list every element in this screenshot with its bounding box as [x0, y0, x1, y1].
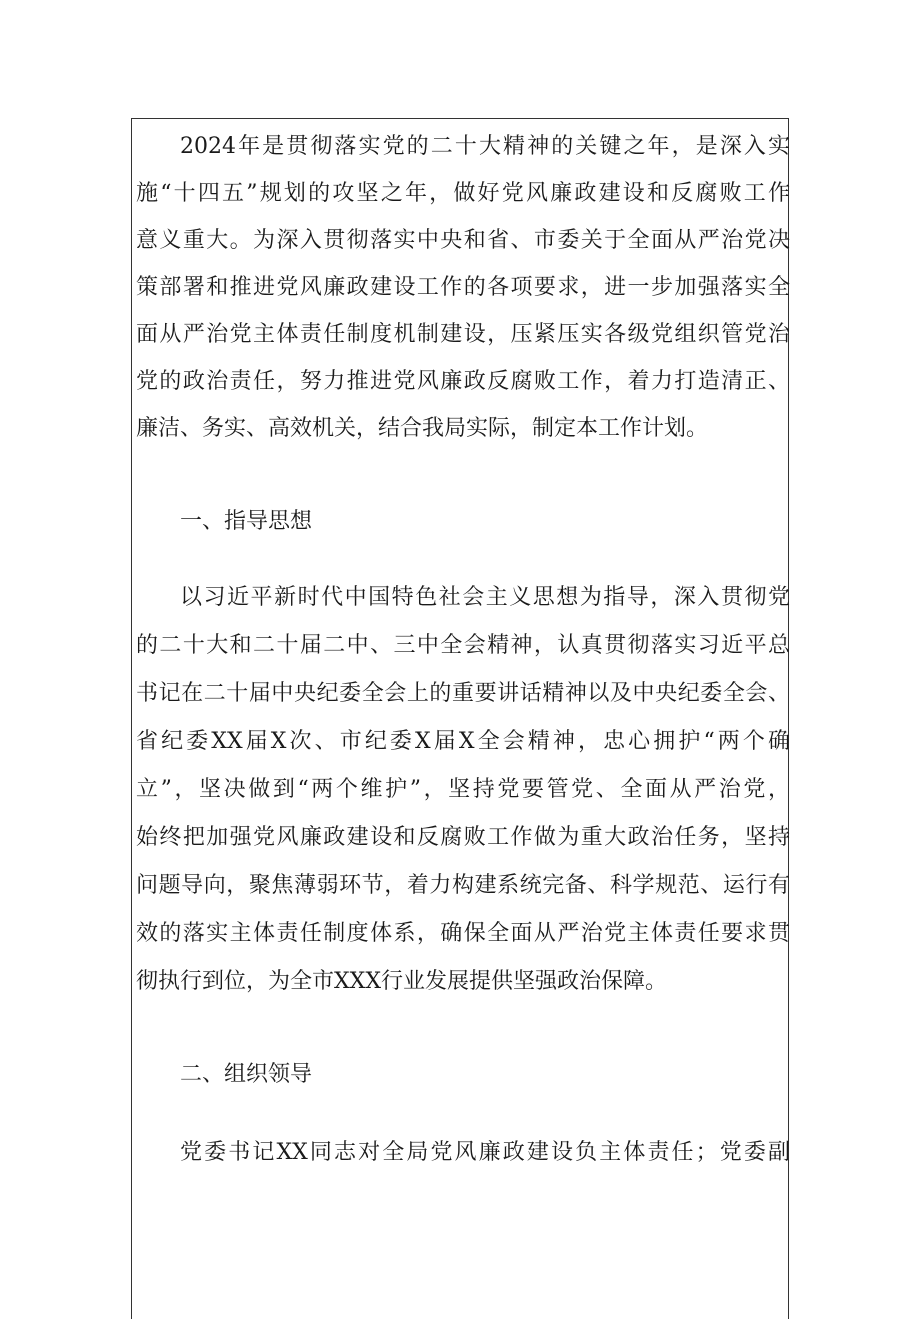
- paragraph-line: 效的落实主体责任制度体系，确保全面从严治党主体责任要求贯: [136, 921, 790, 946]
- paragraph-line: 廉洁、务实、高效机关，结合我局实际，制定本工作计划。: [136, 416, 709, 441]
- paragraph-line: 党的政治责任，努力推进党风廉政反腐败工作，着力打造清正、: [136, 369, 790, 394]
- paragraph-line: 施“十四五”规划的攻坚之年，做好党风廉政建设和反腐败工作: [136, 181, 790, 206]
- paragraph-line: 以习近平新时代中国特色社会主义思想为指导，深入贯彻党: [180, 585, 790, 610]
- paragraph-line: 彻执行到位，为全市XXX行业发展提供坚强政治保障。: [136, 969, 667, 994]
- paragraph-line: 始终把加强党风廉政建设和反腐败工作做为重大政治任务，坚持: [136, 825, 790, 850]
- paragraph-line: 立”，坚决做到“两个维护”，坚持党要管党、全面从严治党，: [136, 777, 790, 802]
- paragraph-line: 面从严治党主体责任制度机制建设，压紧压实各级党组织管党治: [136, 322, 790, 347]
- paragraph-line: 2024年是贯彻落实党的二十大精神的关键之年，是深入实: [180, 134, 790, 159]
- paragraph-line: 问题导向，聚焦薄弱环节，着力构建系统完备、科学规范、运行有: [136, 873, 790, 898]
- paragraph-line: 意义重大。为深入贯彻落实中央和省、市委关于全面从严治党决: [136, 228, 790, 253]
- paragraph-line: 书记在二十届中央纪委全会上的重要讲话精神以及中央纪委全会、: [136, 681, 790, 706]
- paragraph-line: 省纪委XX届X次、市纪委X届X全会精神，忠心拥护“两个确: [136, 729, 790, 754]
- paragraph-line: 的二十大和二十届二中、三中全会精神，认真贯彻落实习近平总: [136, 633, 790, 658]
- paragraph-line: 党委书记XX同志对全局党风廉政建设负主体责任；党委副: [180, 1140, 790, 1165]
- section-heading: 一、指导思想: [180, 509, 313, 534]
- section-heading: 二、组织领导: [180, 1062, 313, 1087]
- paragraph-line: 策部署和推进党风廉政建设工作的各项要求，进一步加强落实全: [136, 275, 790, 300]
